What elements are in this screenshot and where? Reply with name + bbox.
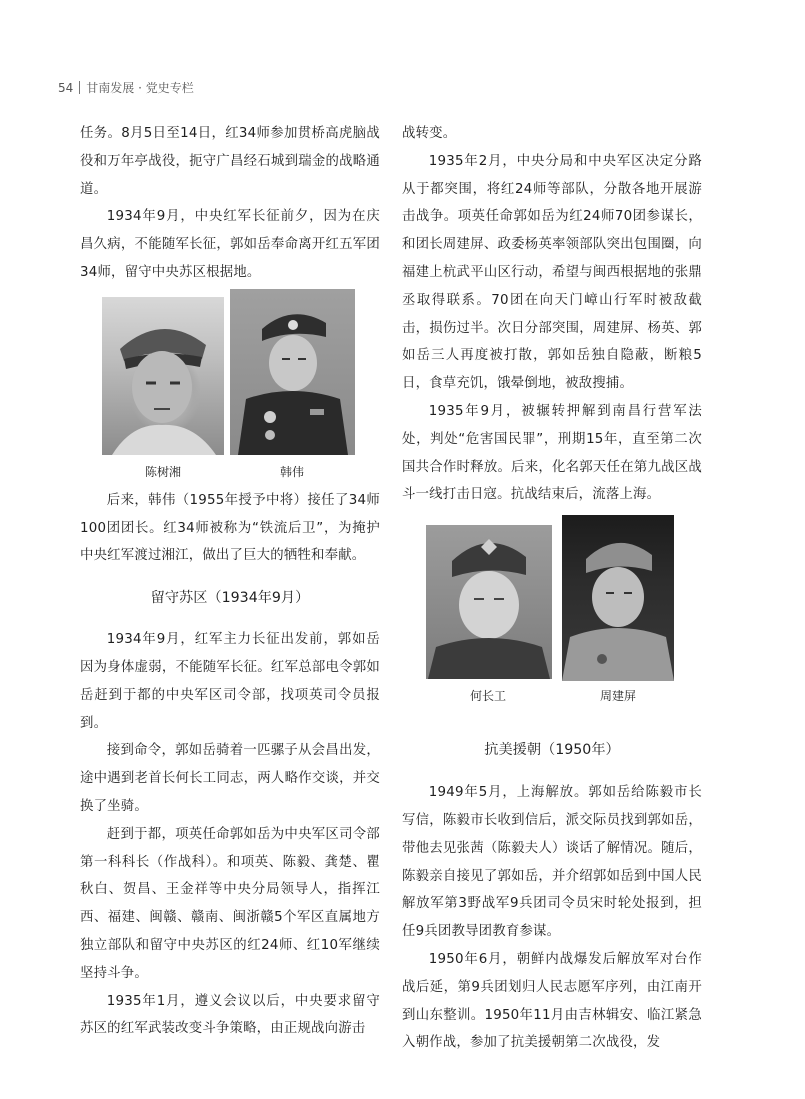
photo-caption: 何长工 xyxy=(469,689,506,704)
paragraph: 1934年9月，红军主力长征出发前，郭如岳因为身体虚弱，不能随军长征。红军总部电令郭如岳赶到于都的中央军区司令部，找项英司令员报到。 xyxy=(80,632,380,731)
right-column xyxy=(402,120,702,1057)
paragraph: 接到命令，郭如岳骑着一匹骡子从会昌出发，途中遇到老首长何长工同志，两人略作交谈，并交换了坐骑。 xyxy=(80,743,380,814)
page-number: 54 xyxy=(58,81,74,95)
paragraph: 赶到于都，项英任命郭如岳为中央军区司令部第一科科长（作战科）。和项英、陈毅、龚楚、瞿秋白、贺昌、王金祥等中央分局领导人，指挥江西、福建、闽赣、赣南、闽浙赣5个军区直属地方独立部队和留守中央苏区的红24师、红10军继续坚持斗争。 xyxy=(80,826,380,981)
paragraph: 1935年9月，被辗转押解到南昌行营军法处，判处“危害国民罪”，刑期15年，直至第二次国共合作时释放。后来，化名郭天任在第九战区战斗一线打击日寇。抗战结束后，流落上海。 xyxy=(402,403,702,503)
paragraph: 1949年5月，上海解放。郭如岳给陈毅市长写信，陈毅市长收到信后，派交际员找到郭如岳，带他去见张茜（陈毅夫人）谈话了解情况。随后，陈毅亲自接见了郭如岳，并介绍郭如岳到中国人民解放军第3野战军9兵团司令员宋时轮处报到，担任9兵团教导团教育参谋。 xyxy=(402,785,702,940)
photo-pair xyxy=(80,287,380,487)
photo-caption: 韩伟 xyxy=(279,464,304,479)
header-divider xyxy=(79,81,80,94)
paragraph: 战转变。 xyxy=(402,126,457,141)
section-heading: 抗美援朝（1950年） xyxy=(484,742,620,759)
paragraph: 1935年2月，中央分局和中央军区决定分路从于都突围，将红24师等部队，分散各地开展游击战争。项英任命郭如岳为红24师70团参谋长，和团长周建屏、政委杨英率领部队突出包围圈，向福建上杭武平山区行动，希望与闽西根据地的张鼎丞取得联系。70团在向天门嶂山行军时被敌截击，损伤过半。次日分部突围，周建屏、杨英、郭如岳三人再度被打散，郭如岳独自隐蔽，断粮5日，食草充饥，饿晕倒地，被敌搜捕。 xyxy=(402,153,702,392)
paragraph: 任务。8月5日至14日，红34师参加贯桥高虎脑战役和万年亭战役，扼守广昌经石城到瑞金的战略通道。 xyxy=(80,126,380,197)
paragraph: 1950年6月，朝鲜内战爆发后解放军对台作战后延，第9兵团划归人民志愿军序列，由江南开到山东整训。1950年11月由吉林辑安、临江紧急入朝作战，参加了抗美援朝第二次战役，发 xyxy=(402,951,702,1051)
paragraph: 1934年9月，中央红军长征前夕，因为在庆昌久病，不能随军长征，郭如岳奉命离开红五军团34师，留守中央苏区根据地。 xyxy=(80,209,380,280)
section-heading: 留守苏区（1934年9月） xyxy=(150,590,310,607)
portrait-photo-zhou-jianping xyxy=(562,515,674,681)
photo-pair xyxy=(402,509,702,721)
left-column xyxy=(80,120,380,1043)
photo-caption: 周建屏 xyxy=(599,689,636,704)
paragraph: 1935年1月，遵义会议以后，中央要求留守苏区的红军武装改变斗争策略，由正规战向游击 xyxy=(80,993,380,1037)
portrait-photo-han-wei xyxy=(230,289,355,455)
portrait-photo-he-changgong xyxy=(426,525,552,679)
publication-title: 甘南发展 · 党史专栏 xyxy=(86,81,194,95)
paragraph: 后来，韩伟（1955年授予中将）接任了34师100团团长。红34师被称为“铁流后卫”，为掩护中央红军渡过湘江，做出了巨大的牺牲和奉献。 xyxy=(80,492,380,564)
portrait-photo-chen-shuxiang xyxy=(102,297,224,455)
running-header xyxy=(58,79,194,96)
photo-caption: 陈树湘 xyxy=(144,464,181,479)
